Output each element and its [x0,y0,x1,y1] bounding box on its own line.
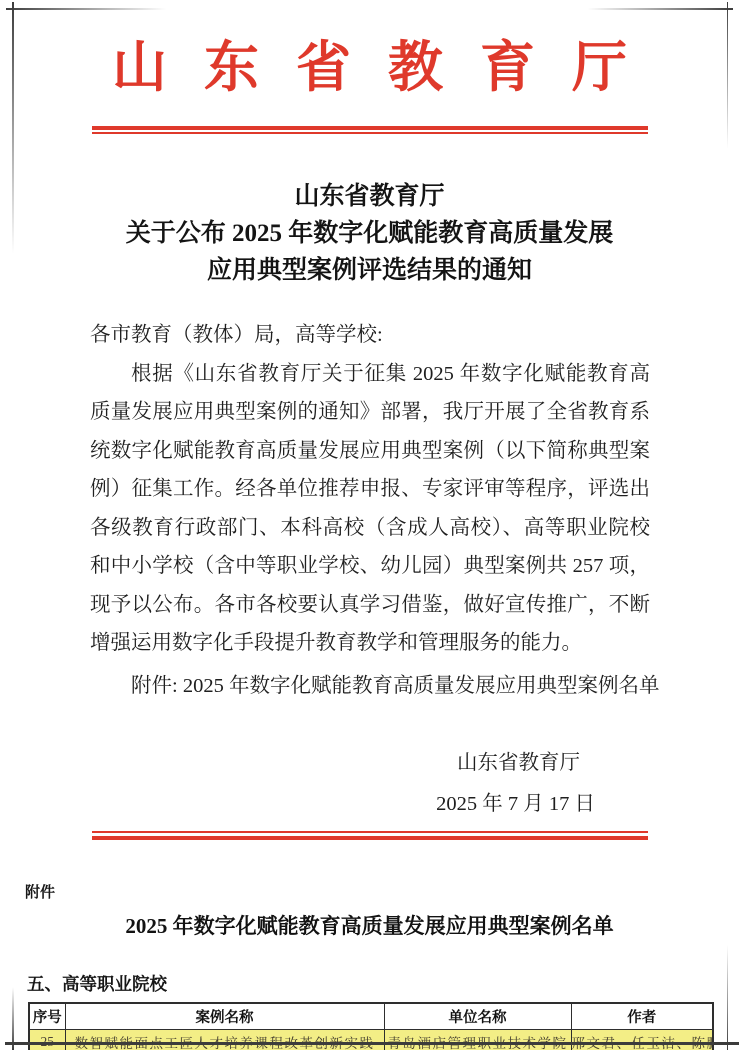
cell-org-name [384,1029,571,1050]
notice-title-line-2: 关于公布 2025 年数字化赋能教育高质量发展 [125,220,614,247]
table-header-row [29,1003,713,1029]
letterhead-divider-thick-line [92,126,648,130]
scan-frame-top [6,8,733,10]
signature-block [90,743,650,825]
footer-divider [92,831,648,840]
notice-title-line-3: 应用典型案例评选结果的通知 [206,257,532,284]
scan-frame-right [727,2,729,1050]
cell-serial [29,1029,65,1050]
footer-divider-thin-line [92,831,648,833]
table-row-25 [29,1029,713,1050]
notice-body-paragraph: 根据《山东省教育厅关于征集 2025 年数字化赋能教育高质量发展应用典型案例的通知》部署，我厅开展了全省教育系统数字化赋能教育高质量发展应用典型案例（以下简称典型案例）征集工作。经各单位推荐申报、专家评审等程序，评选出各级教育行政部门、本科高校（含成人高校）、高等职业院校和中小学校（含中等职业学校、幼儿园）典型案例共 257 项，现予以公布。各市各校要认真学习借鉴，做好宣传推广，不断增强运用数字化手段提升教育教学和管理服务的能力。 [90,362,650,654]
attachment-reference-line: 附件: 2025 年数字化赋能教育高质量发展应用典型案例名单 [131,674,660,697]
notice-body-section [90,316,660,825]
attachment-label: 附件 [25,885,56,901]
letterhead-org-text: 山东省教育厅 [111,37,664,98]
footer-divider-thick-line [92,836,648,841]
col-header-authors: 作者 [571,1003,713,1029]
notice-title [0,178,739,289]
col-header-org-name: 单位名称 [384,1003,571,1029]
salutation: 各市教育（教体）局，高等学校: [90,324,383,346]
col-header-serial: 序号 [29,1003,65,1029]
col-header-case-name: 案例名称 [65,1003,384,1029]
letterhead-org-name [0,30,739,105]
section-heading-higher-vocational: 五、高等职业院校 [27,974,167,994]
scan-frame-left [12,2,14,1050]
issue-date: 2025 年 7 月 17 日 [436,793,595,815]
cell-case-name [65,1029,384,1050]
attachment-title: 2025 年数字化赋能教育高质量发展应用典型案例名单 [125,914,614,938]
scan-frame-bottom [5,1042,739,1045]
cell-authors [571,1029,713,1050]
letterhead-divider-thin-line [92,132,648,134]
notice-title-line-1: 山东省教育厅 [294,183,445,210]
letterhead-divider [92,126,648,134]
issuing-authority: 山东省教育厅 [457,752,580,774]
